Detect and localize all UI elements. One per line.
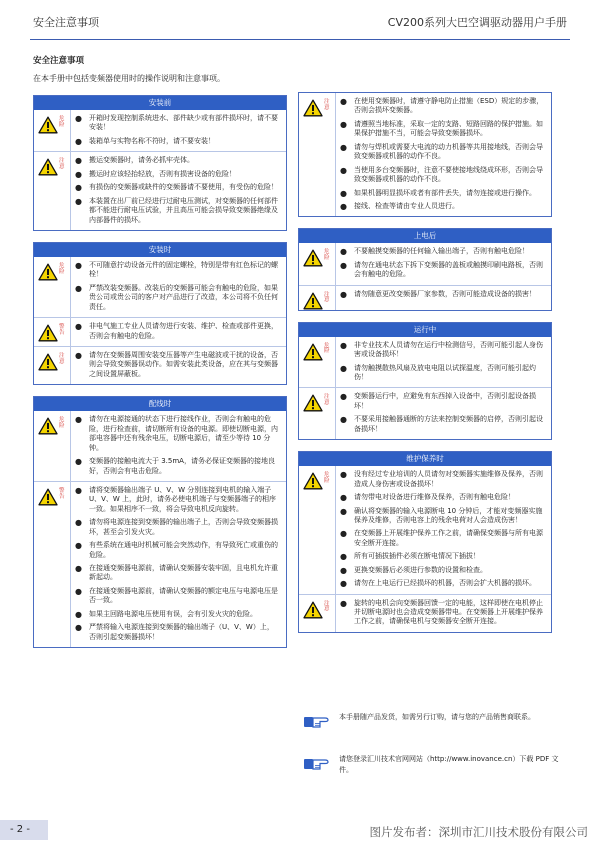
hazard-sign — [299, 243, 336, 284]
bullet-icon: ● — [75, 564, 82, 573]
list-item — [340, 579, 545, 588]
list-item — [75, 415, 280, 453]
warning-triangle-icon — [38, 417, 58, 435]
bullet-icon: ● — [75, 518, 82, 528]
list-item — [340, 415, 545, 434]
item-text: 搬运变频器时，请务必抓牢壳体。 — [89, 156, 194, 165]
hazard-sign-row — [303, 99, 331, 117]
page-number: - 2 - — [0, 820, 48, 840]
hazard-item-list — [336, 466, 551, 593]
warning-triangle-icon — [303, 249, 323, 267]
hazard-item-list — [71, 411, 286, 481]
list-item — [340, 290, 545, 299]
warning-triangle-icon — [38, 324, 58, 342]
item-text: 严禁改装变频器。改装后的变频器可能会有触电的危险，如果贵公司或贵公司的客户对产品进行了改造，本公司将不负任何责任。 — [89, 283, 278, 311]
list-item — [340, 364, 545, 383]
hazard-sign-row — [303, 601, 331, 619]
note-order — [303, 712, 563, 730]
pointing-hand-icon — [303, 712, 333, 730]
safety-box — [298, 92, 552, 217]
warning-triangle-icon — [38, 353, 58, 371]
list-item — [340, 143, 545, 162]
item-text: 请勿带电对设备进行维修及保养，否则有触电危险！ — [354, 493, 515, 502]
bullet-icon: ● — [75, 457, 82, 467]
list-item — [340, 493, 545, 502]
hazard-item-list — [71, 318, 286, 346]
bullet-icon: ● — [75, 415, 82, 425]
note-text-2: 请您登录汇川技术官网网站（http://www.inovance.cn）下载 PDF 文件。 — [339, 755, 559, 774]
hazard-group — [299, 466, 551, 593]
bullet-icon: ● — [340, 363, 347, 373]
list-item — [75, 587, 280, 606]
bullet-icon: ● — [75, 114, 82, 123]
bullet-icon: ● — [75, 623, 82, 633]
safety-box — [33, 95, 287, 231]
list-item — [75, 156, 280, 165]
item-text: 接线、检查等请由专业人员进行。 — [354, 201, 459, 210]
item-text: 有些系统在通电时机械可能会突然动作，有导致死亡或重伤的危险。 — [89, 541, 278, 559]
warning-triangle-icon — [38, 263, 58, 281]
list-item — [340, 599, 545, 627]
hazard-label: 注意 — [324, 99, 330, 111]
bullet-icon: ● — [75, 322, 82, 332]
item-text: 非专业技术人员请勿在运行中检测信号，否则可能引起人身伤害或设备损坏！ — [354, 340, 543, 359]
hazard-sign-row — [38, 324, 66, 342]
bullet-icon: ● — [340, 247, 347, 257]
hazard-group — [299, 243, 551, 284]
hazard-item-list — [336, 93, 551, 216]
list-item — [340, 97, 545, 116]
safety-box — [298, 322, 552, 441]
bullet-icon: ● — [75, 609, 82, 619]
hazard-sign — [299, 286, 336, 310]
hazard-item-list — [336, 595, 551, 632]
list-item — [340, 341, 545, 360]
item-text: 确认将变频器的输入电源断电 10 分钟后，才能对变频器实施保养及维修，否则电容上的残余电荷对人会造成伤害！ — [354, 506, 543, 524]
hazard-sign-row — [303, 343, 331, 361]
hazard-sign — [299, 93, 336, 216]
bullet-icon: ● — [340, 260, 347, 270]
list-item — [340, 261, 545, 280]
item-text: 不要触摸变频器的任何输入输出端子，否则有触电危险！ — [354, 247, 529, 256]
box-title: 维护保养时 — [299, 452, 551, 466]
item-text: 请将变频器输出端子 U、V、W 分别连接到电机的输入端子 U、V、W 上，此时，请务必使电机端子与变频器端子的相序一致。如果相序不一致，将会导致电机反向旋转。 — [89, 485, 277, 513]
hazard-label: 注意 — [324, 394, 330, 407]
list-item — [340, 392, 545, 411]
hazard-group — [299, 337, 551, 388]
list-item — [340, 202, 545, 211]
hazard-item-list — [71, 482, 286, 647]
hazard-sign-row — [38, 158, 66, 176]
item-text: 装箱单与实物名称不符时，请不要安装！ — [89, 136, 215, 145]
hazard-sign-row — [38, 353, 66, 371]
warning-triangle-icon — [303, 394, 323, 412]
hazard-item-list — [336, 243, 551, 284]
safety-box — [298, 228, 552, 310]
safety-box — [33, 396, 287, 648]
section-title: 安全注意事项 — [33, 56, 85, 66]
hazard-label: 危险 — [59, 262, 65, 275]
item-text: 本装置在出厂前已经进行过耐电压测试，对变频器的任何部件都不能进行耐电压试验，并且高压可能会损导致变频器绝缘及内部器件的损坏。 — [89, 196, 278, 224]
hazard-sign — [299, 388, 336, 439]
hazard-sign — [34, 482, 71, 647]
item-text: 严禁将输入电源连接到变频器的输出端子（U、V、W）上，否则引起变频器损坏！ — [89, 623, 274, 641]
item-text: 请遵照当地标准，采取一定的支路、短路回路的保护措施。如果保护措施不当，可能会导致变频器损坏。 — [354, 119, 543, 138]
list-item — [340, 529, 545, 548]
hazard-sign — [34, 411, 71, 481]
warning-triangle-icon — [303, 99, 323, 117]
left-column — [33, 95, 287, 659]
hazard-label: 危险 — [324, 249, 330, 262]
hazard-label: 危险 — [324, 472, 330, 484]
bullet-icon: ● — [75, 183, 82, 193]
list-item — [75, 261, 280, 280]
warning-triangle-icon — [38, 488, 58, 506]
item-text: 不要采用接触器通断的方法来控制变频器的启停，否则引起设备损坏！ — [354, 415, 543, 433]
list-item — [75, 322, 280, 341]
warning-triangle-icon — [303, 343, 323, 361]
hazard-group — [34, 346, 286, 384]
item-text: 旋转的电机会向变频器回馈一定的电能，这样即使在电机停止并切断电源时也会造成变频器带电。在变频器上开展维护保养工作之前，请确保电机与变频器安全断开连接。 — [354, 598, 543, 626]
item-text: 所有可插拔插件必须在断电情况下插拔！ — [354, 552, 480, 561]
hazard-group — [299, 285, 551, 310]
item-text: 请勿在变频器周围安装变压器等产生电磁波或干扰的设备，否则会导致变频器误动作。如需安装此类设备，应在其与变频器之间设置屏蔽板。 — [89, 351, 278, 378]
bullet-icon: ● — [340, 579, 347, 589]
hazard-group — [34, 317, 286, 346]
list-item — [340, 507, 545, 526]
bullet-icon: ● — [340, 493, 347, 503]
list-item — [75, 518, 280, 537]
list-item — [340, 189, 545, 198]
hazard-sign-row — [303, 249, 331, 267]
hazard-sign — [34, 347, 71, 384]
hazard-sign-row — [303, 394, 331, 412]
bullet-icon: ● — [340, 289, 347, 299]
bullet-icon: ● — [340, 598, 347, 608]
bullet-icon: ● — [75, 156, 82, 166]
hazard-label: 警告 — [59, 487, 65, 500]
hazard-sign — [299, 337, 336, 388]
item-text: 开箱时发现控制系统进水、部件缺少或有部件损坏时，请不要安装！ — [89, 114, 278, 132]
list-item — [340, 470, 545, 489]
warning-triangle-icon — [303, 472, 323, 490]
list-item — [75, 541, 280, 560]
note-download — [303, 754, 563, 775]
hazard-label: 警告 — [59, 324, 65, 336]
bullet-icon: ● — [340, 392, 347, 402]
hazard-item-list — [71, 110, 286, 151]
hazard-group — [299, 93, 551, 216]
intro-text: 在本手册中包括变频器使用时的操作说明和注意事项。 — [33, 74, 225, 83]
bullet-icon: ● — [340, 415, 347, 425]
bullet-icon: ● — [75, 196, 82, 206]
item-text: 变频器运行中，应避免有东西掉入设备中，否则引起设备损坏！ — [354, 392, 536, 410]
bullet-icon: ● — [340, 188, 347, 198]
item-text: 没有经过专业培训的人员请勿对变频器实施维修及保养，否则造成人身伤害或设备损坏！ — [354, 470, 543, 488]
item-text: 变频器的接触电流大于 3.5mA，请务必保证变频器的接地良好，否则会有电击危险。 — [89, 457, 275, 475]
bullet-icon: ● — [340, 565, 347, 575]
hazard-group — [34, 257, 286, 317]
box-title: 上电后 — [299, 229, 551, 243]
bullet-icon: ● — [75, 541, 82, 551]
hazard-group — [34, 151, 286, 230]
safety-box — [33, 242, 287, 385]
bullet-icon: ● — [340, 470, 347, 480]
bullet-icon: ● — [340, 97, 347, 106]
item-text: 在接通变频器电源前，请确认变频器的额定电压与电源电压是否一致。 — [89, 586, 278, 605]
note-text-1: 本手册随产品发货，如需另行订购，请与您的产品销售商联系。 — [339, 713, 535, 721]
pointing-hand-icon — [303, 754, 333, 772]
bullet-icon: ● — [340, 340, 347, 350]
box-title: 安装时 — [34, 243, 286, 257]
list-item — [75, 170, 280, 179]
hazard-label: 注意 — [59, 353, 65, 365]
list-item — [340, 552, 545, 561]
box-title: 安装前 — [34, 96, 286, 110]
item-text: 如果机器明显损坏或者有部件丢失，请勿连接或进行操作。 — [354, 188, 536, 197]
item-text: 有损伤的变频器或缺件的变频器请不要使用，有受伤的危险！ — [89, 183, 278, 192]
hazard-label: 危险 — [59, 116, 65, 128]
hazard-sign — [299, 466, 336, 593]
hazard-sign-row — [303, 472, 331, 490]
hazard-group — [34, 411, 286, 481]
bullet-icon: ● — [340, 529, 347, 539]
item-text: 搬运时应该轻抬轻放，否则有损害设备的危险！ — [89, 169, 236, 178]
right-column — [298, 92, 552, 644]
hazard-sign — [34, 152, 71, 230]
list-item — [75, 623, 280, 642]
hazard-item-list — [71, 347, 286, 384]
list-item — [75, 486, 280, 514]
hazard-sign-row — [38, 488, 66, 506]
bullet-icon: ● — [75, 169, 82, 179]
hazard-sign — [34, 318, 71, 346]
bullet-icon: ● — [75, 283, 82, 293]
bullet-icon: ● — [75, 136, 82, 146]
item-text: 请勿将电源连接到变频器的输出端子上，否则会导致变频器损坏，甚至会引发火灾。 — [89, 518, 278, 536]
item-text: 更换变频器后必须进行参数的设置和检查。 — [354, 565, 487, 574]
hazard-item-list — [71, 152, 286, 230]
bullet-icon: ● — [340, 119, 347, 129]
hazard-item-list — [336, 388, 551, 439]
list-item — [75, 564, 280, 583]
hazard-group — [34, 110, 286, 151]
header-left: 安全注意事项 — [33, 16, 99, 29]
hazard-group — [34, 481, 286, 647]
list-item — [340, 247, 545, 256]
bullet-icon: ● — [340, 142, 347, 152]
list-item — [75, 183, 280, 192]
header-rule — [30, 39, 570, 40]
hazard-sign — [34, 110, 71, 151]
hazard-item-list — [336, 286, 551, 310]
hazard-label: 危险 — [324, 342, 330, 355]
hazard-sign-row — [38, 263, 66, 281]
bullet-icon: ● — [75, 586, 82, 596]
warning-triangle-icon — [303, 292, 323, 310]
box-title: 配线时 — [34, 397, 286, 411]
item-text: 非电气施工专业人员请勿进行安装、维护、检查或部件更换，否则会有触电的危险。 — [89, 322, 278, 340]
bullet-icon: ● — [75, 351, 82, 360]
warning-triangle-icon — [38, 158, 58, 176]
safety-box — [298, 451, 552, 633]
hazard-sign — [299, 595, 336, 632]
item-text: 请勿在通电状态下拆下变频器的盖板或触摸印刷电路板，否则会有触电的危险。 — [354, 260, 543, 279]
list-item — [340, 566, 545, 575]
list-item — [75, 284, 280, 312]
hazard-item-list — [336, 337, 551, 388]
bullet-icon: ● — [75, 485, 82, 495]
box-title: 运行中 — [299, 323, 551, 337]
list-item — [75, 457, 280, 476]
list-item — [75, 351, 280, 379]
list-item — [75, 610, 280, 619]
item-text: 不可随意拧动设备元件的固定螺栓，特别是带有红色标记的螺栓！ — [89, 260, 278, 279]
bullet-icon: ● — [340, 165, 347, 175]
bullet-icon: ● — [75, 260, 82, 270]
item-text: 在变频器上开展维护保养工作之前，请确保变频器与所有电源安全断开连接。 — [354, 529, 543, 547]
item-text: 请勿随意更改变频器厂家参数，否则可能造成设备的损害！ — [354, 289, 536, 298]
hazard-group — [299, 387, 551, 439]
item-text: 在接通变频器电源前，请确认变频器安装牢固，且电机允许重新起动。 — [89, 564, 278, 582]
hazard-sign — [34, 257, 71, 317]
hazard-sign-row — [38, 417, 66, 435]
hazard-label: 注意 — [324, 291, 330, 304]
hazard-sign-row — [303, 292, 331, 310]
hazard-label: 注意 — [59, 158, 65, 171]
hazard-label: 危险 — [59, 417, 65, 430]
hazard-item-list — [71, 257, 286, 317]
hazard-label: 注意 — [324, 600, 330, 613]
item-text: 请勿在电源接通的状态下进行接线作业，否则会有触电的危险，进行检查前，请切断所有设备的电源。即使切断电源，内部电容器中还有残余电压，切断电源后，请至少等待 10 分钟。 — [89, 415, 278, 452]
list-item — [340, 120, 545, 139]
list-item — [340, 166, 545, 185]
item-text: 如果主回路电源电压使用有误，会有引发火灾的危险。 — [89, 609, 257, 618]
hazard-sign-row — [38, 116, 66, 134]
bullet-icon: ● — [340, 506, 347, 516]
bullet-icon: ● — [340, 552, 347, 562]
hazard-group — [299, 594, 551, 632]
warning-triangle-icon — [38, 116, 58, 134]
item-text: 请勿在上电运行已经损坏的机器，否则会扩大机器的损坏。 — [354, 579, 536, 588]
item-text: 请勿与焊机或需要大电流的动力机器等共用接地线，否则会导致变频器或机器的动作不良。 — [354, 142, 543, 161]
list-item — [75, 197, 280, 225]
list-item — [75, 114, 280, 133]
warning-triangle-icon — [303, 601, 323, 619]
item-text: 在使用变频器时，请遵守静电防止措施（ESD）规定的步骤，否则会损坏变频器。 — [354, 97, 544, 115]
item-text: 请勿触摸散热风扇及放电电阻以试探温度，否则可能引起灼伤！ — [354, 363, 536, 381]
header-right: CV200系列大巴空调驱动器用户手册 — [387, 16, 567, 29]
item-text: 当使用多台变频器时，注意不要使接地线绕成环形，否则会导致变频器或机器的动作不良。 — [354, 165, 543, 184]
list-item — [75, 137, 280, 146]
publisher-watermark: 图片发布者：深圳市汇川技术股份有限公司 — [369, 825, 588, 839]
bullet-icon: ● — [340, 201, 347, 211]
